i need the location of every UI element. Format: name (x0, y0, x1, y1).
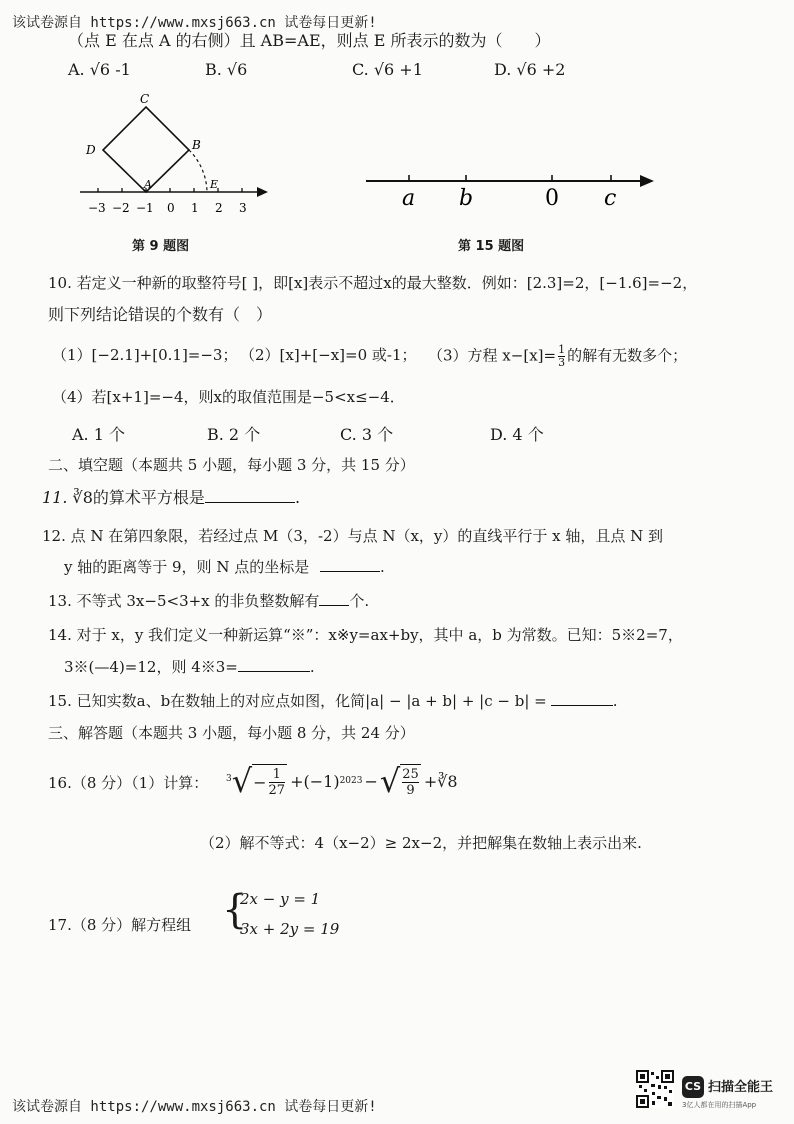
q15-label-b: b (459, 186, 474, 211)
q15-axis-arrow (640, 175, 654, 187)
q15-label-c: c (604, 186, 617, 211)
q9-option-c: C. √6 +1 (352, 60, 423, 79)
q10-statement-2: （2）[x]+[−x]=0 或-1； (240, 346, 417, 364)
q15-end: . (612, 692, 618, 710)
q10-statement-3-end: 的解有无数多个； (567, 346, 688, 365)
q17-equation-1: 2x − y = 1 (240, 890, 321, 908)
q16-fraction-2-den: 9 (406, 783, 415, 798)
q10-option-b: B. 2 个 (207, 425, 261, 444)
q10-statement-3 (428, 344, 687, 369)
footer-source-text: 该试卷源自 https://www.mxsj663.cn 试卷每日更新! (12, 1099, 377, 1115)
q10-fraction (558, 344, 565, 369)
section-2-heading: 二、填空题（本题共 5 小题，每小题 3 分，共 15 分） (48, 456, 415, 474)
cube-root-index: 3 (226, 774, 232, 784)
q9-tick-label: 0 (167, 201, 175, 215)
radical-sign-icon: √ (231, 762, 253, 800)
q16-term-4: +∛8 (423, 771, 458, 791)
q11-number: 11. (42, 488, 68, 507)
scanner-app-icon: CS (682, 1076, 704, 1098)
q9-label-b: B (192, 138, 201, 152)
q16-expression (226, 756, 458, 806)
q16-fraction-2-num: 25 (402, 767, 419, 782)
q9-tick-label: 1 (191, 201, 199, 215)
q13-answer-blank[interactable] (319, 591, 349, 606)
q16-prefix: 16.（8 分）（1）计算： (48, 774, 209, 792)
q10-statement-3-text: （3）方程 x−[x]= (428, 346, 557, 365)
q9-tick-label: 3 (239, 201, 247, 215)
q14-answer-blank[interactable] (238, 657, 310, 672)
q16-radicand-1: − $\frac{1}{27}$ (252, 764, 287, 798)
q11-radical: ∛8 (72, 488, 93, 507)
q9-tick-label: −1 (136, 201, 154, 215)
q10-fraction-num: 1 (558, 343, 566, 356)
q14-text: 3※(—4)=12，则 4※3= (64, 658, 238, 676)
q10-stem: 10. 若定义一种新的取整符号[ ]，即[x]表示不超过x的最大整数．例如：[2.3]=2，[−1.6]=−2， (48, 274, 698, 292)
q9-axis-arrow (257, 187, 268, 197)
q16-fraction-1 (269, 767, 286, 798)
q14-end: . (309, 658, 315, 676)
q11-end: . (294, 488, 301, 507)
section-3-heading: 三、解答题（本题共 3 小题，每小题 8 分，共 24 分） (48, 724, 415, 742)
q12-line-1: 12. 点 N 在第四象限，若经过点 M（3，-2）与点 N（x，y）的直线平行于 x 轴，且点 N 到 (42, 527, 664, 545)
q14-line-1: 14. 对于 x，y 我们定义一种新运算“※”：x※y=ax+by，其中 a，b 为常数。已知：5※2=7， (48, 626, 683, 644)
minus-sign: − (364, 771, 378, 791)
q9-figure (74, 84, 274, 224)
q12-text: y 轴的距离等于 9，则 N 点的坐标是 (64, 558, 310, 576)
q10-option-c: C. 3 个 (340, 425, 394, 444)
q15-label-a: a (402, 186, 416, 211)
q9-figure-caption: 第 9 题图 (132, 239, 190, 254)
q10-stem-2: 则下列结论错误的个数有（ ） (48, 305, 273, 324)
q9-label-e: E (210, 178, 219, 191)
q9-option-d: D. √6 +2 (494, 60, 566, 79)
q10-option-a: A. 1 个 (72, 425, 125, 444)
q10-fraction-den: 3 (558, 356, 566, 369)
q17-equation-2: 3x + 2y = 19 (240, 920, 340, 938)
scanner-app-title: 扫描全能王 (708, 1080, 774, 1095)
q9-tick-label: −3 (88, 201, 106, 215)
q15-answer-blank[interactable] (551, 691, 613, 706)
q10-statement-1: （1）[−2.1]+[0.1]=−3； (52, 346, 238, 364)
q9-stem: （点 E 在点 A 的右侧）且 AB=AE，则点 E 所表示的数为（ ） (68, 31, 551, 50)
q13-question (48, 590, 369, 611)
q9-option-b: B. √6 (205, 60, 248, 79)
q9-tick-label: −2 (112, 201, 130, 215)
q15-question (48, 690, 618, 711)
q9-arc (189, 150, 207, 192)
q9-label-c: C (140, 92, 150, 106)
q15-figure (360, 165, 660, 215)
q15-label-zero: 0 (545, 186, 559, 211)
q11-text: 的算术平方根是 (92, 488, 205, 507)
q9-option-a: A. √6 -1 (68, 60, 131, 79)
q16-power-base: +(−1) (290, 771, 340, 791)
q9-tick-label: 2 (215, 201, 223, 215)
q16-fraction-1-den: 27 (268, 783, 286, 798)
scanner-app-subtitle: 3亿人都在用的扫描App (682, 1101, 757, 1109)
q16-part-2: （2）解不等式：4（x−2）≥ 2x−2，并把解集在数轴上表示出来. (200, 834, 642, 852)
q9-label-d: D (86, 143, 96, 157)
header-source-text: 该试卷源自 https://www.mxsj663.cn 试卷每日更新! (12, 15, 377, 31)
q15-text: 15. 已知实数a、b在数轴上的对应点如图，化简|a| − |a + b| + |c − b| = (48, 692, 547, 710)
q9-label-a: A (144, 178, 152, 191)
q11-answer-blank[interactable] (205, 488, 295, 503)
q16-power-exponent: 2023 (339, 776, 363, 786)
q12-end: . (380, 558, 385, 576)
q13-end: 个. (349, 592, 370, 610)
q12-answer-blank[interactable] (320, 557, 380, 572)
q13-text: 13. 不等式 3x−5<3+x 的非负整数解有 (48, 592, 320, 610)
q16-radicand-2 (400, 764, 421, 798)
radical-sign-icon: √ (379, 762, 401, 800)
q10-option-d: D. 4 个 (490, 425, 544, 444)
q17-prefix: 17.（8 分）解方程组 (48, 916, 192, 934)
q11-question (42, 485, 300, 508)
brace-icon: { (222, 887, 248, 933)
q10-statement-4: （4）若[x+1]=−4，则x的取值范围是−5<x≤−4． (52, 388, 405, 406)
q12-line-2 (64, 556, 385, 577)
q16-fraction-1-num: 1 (269, 767, 286, 783)
q15-figure-caption: 第 15 题图 (458, 239, 525, 254)
qr-code-icon (636, 1070, 674, 1108)
q14-line-2 (64, 656, 315, 677)
